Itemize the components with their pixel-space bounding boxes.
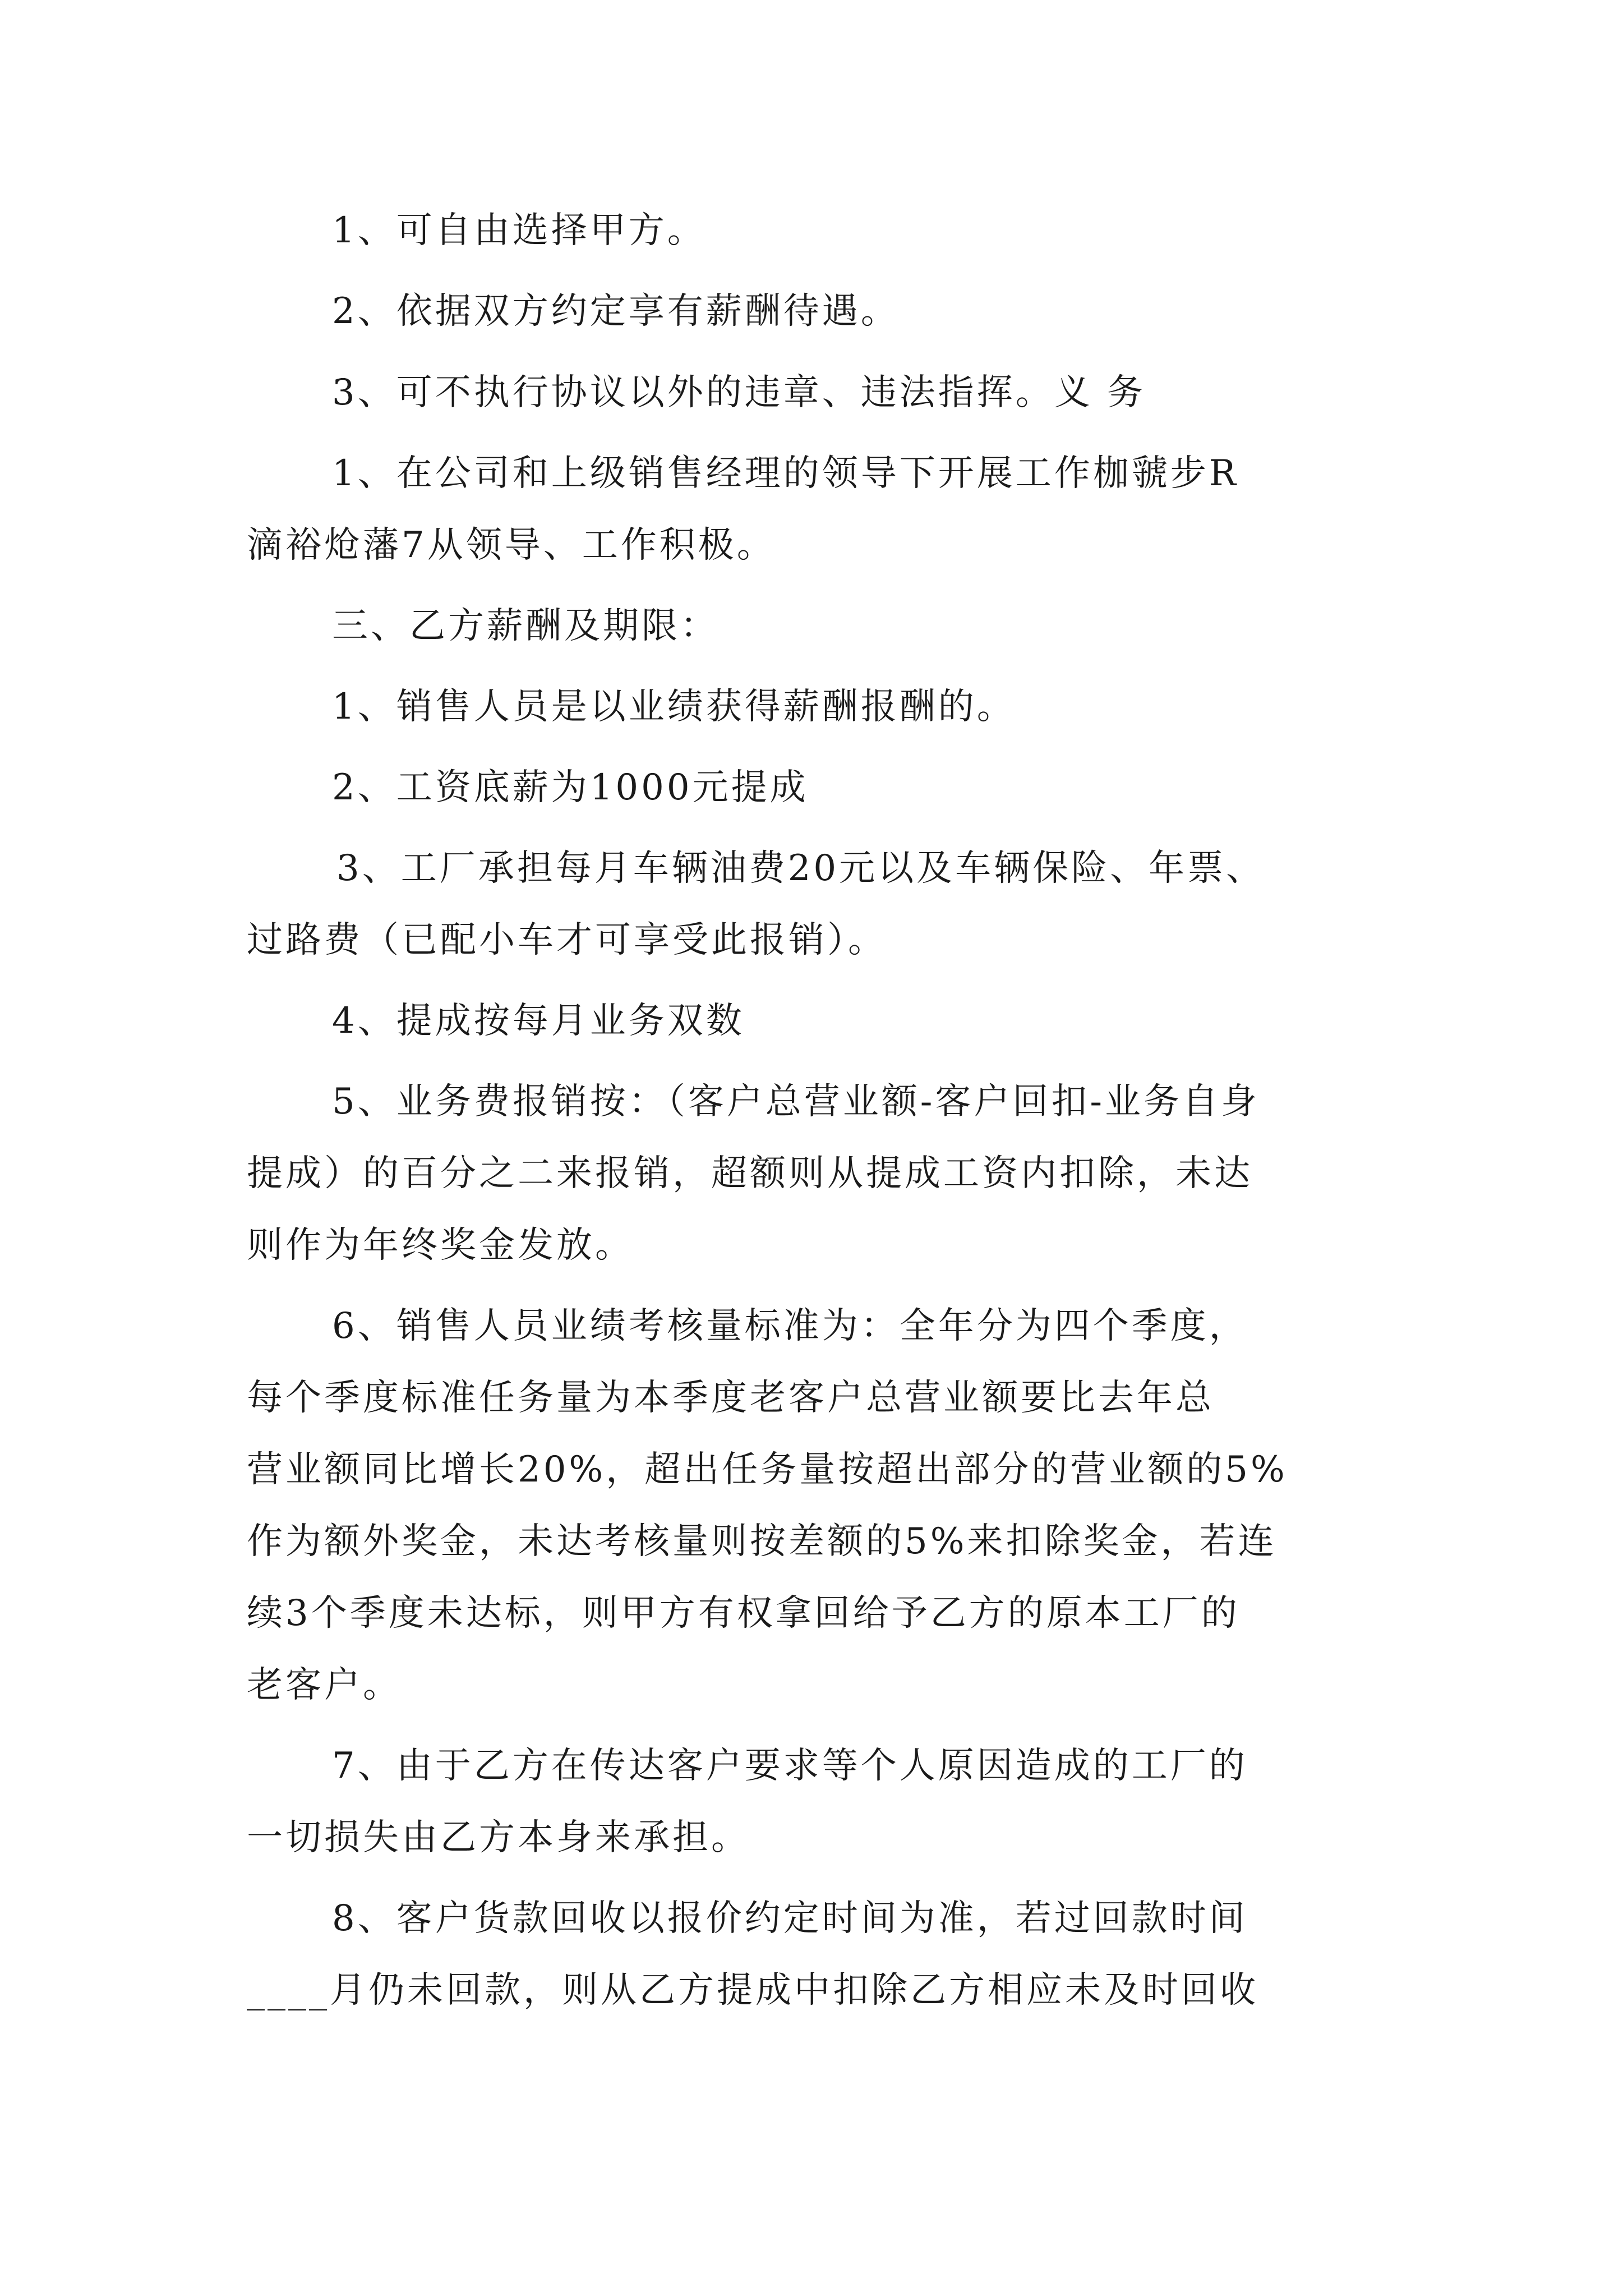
text-line: 3、可不执行协议以外的违章、违法指挥。义 务 (332, 372, 1146, 413)
text-line: 老客户。 (247, 1664, 402, 1706)
text-line: ____月仍未回款，则从乙方提成中扣除乙方相应未及时回收 (247, 1970, 1258, 2011)
text-line: 2、依据双方约定享有薪酬待遇。 (332, 291, 900, 332)
text-line: 4、提成按每月业务双数 (332, 1000, 745, 1042)
text-line: 续3个季度未达标，则甲方有权拿回给予乙方的原本工厂的 (247, 1593, 1240, 1634)
text-line: 1、销售人员是以业绩获得薪酬报酬的。 (332, 686, 1016, 728)
text-line: 滴裕炝藩7从领导、工作积极。 (247, 524, 776, 566)
text-line: 1、在公司和上级销售经理的领导下开展工作枷虢步R (332, 453, 1239, 494)
text-line: 2、工资底薪为1000元提成 (332, 767, 809, 808)
text-line: 3、工厂承担每月车辆油费20元以及车辆保险、年票、 (336, 848, 1265, 889)
text-line: 5、业务费报销按：（客户总营业额-客户回扣-业务自身 (332, 1081, 1260, 1122)
text-line: 三、乙方薪酬及期限： (332, 605, 719, 647)
text-line: 作为额外奖金，未达考核量则按差额的5%来扣除奖金，若连 (247, 1521, 1277, 1562)
text-line: 一切损失由乙方本身来承担。 (247, 1817, 750, 1858)
text-line: 7、由于乙方在传达客户要求等个人原因造成的工厂的 (332, 1745, 1248, 1787)
text-line: 6、销售人员业绩考核量标准为：全年分为四个季度， (332, 1305, 1248, 1347)
text-line: 每个季度标准任务量为本季度老客户总营业额要比去年总 (247, 1377, 1214, 1419)
text-line: 则作为年终奖金发放。 (247, 1225, 634, 1266)
text-line: 1、可自由选择甲方。 (332, 210, 706, 251)
text-line: 8、客户货款回收以报价约定时间为准，若过回款时间 (332, 1898, 1248, 1939)
text-line: 提成）的百分之二来报销，超额则从提成工资内扣除，未达 (247, 1153, 1253, 1194)
text-line: 营业额同比增长20%，超出任务量按超出部分的营业额的5% (247, 1449, 1288, 1490)
text-line: 过路费（已配小车才可享受此报销）。 (247, 919, 887, 961)
